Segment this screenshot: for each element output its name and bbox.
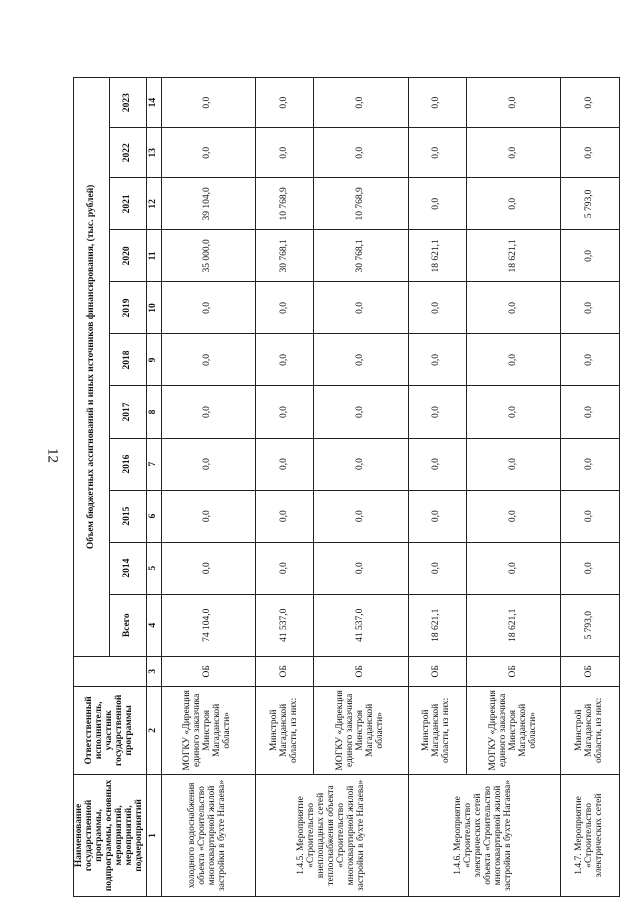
row-source: ОБ <box>408 656 467 686</box>
row-name: холодного водоснабжения объекта «Строительство многоквартирной жилой застройки в бухте Нагаева» <box>161 774 255 896</box>
table-row <box>161 78 255 897</box>
header-year: 2019 <box>110 282 146 334</box>
row-value: 0,0 <box>467 334 561 386</box>
row-value: 18 621,1 <box>467 230 561 282</box>
row-value: 0,0 <box>561 282 620 334</box>
row-value: 0,0 <box>255 334 314 386</box>
table-row <box>408 78 467 897</box>
row-value: 0,0 <box>314 386 408 438</box>
row-value: 0,0 <box>561 78 620 128</box>
rotated-table-sheet <box>73 77 605 897</box>
row-value: 0,0 <box>408 78 467 128</box>
row-source: ОБ <box>161 656 255 686</box>
row-value: 0,0 <box>561 230 620 282</box>
row-value: 39 104,0 <box>161 178 255 230</box>
row-executor: МОГКУ «Дирекция единого заказчика Минстроя Магаданской области» <box>314 686 408 774</box>
row-value: 0,0 <box>314 78 408 128</box>
row-value: 0,0 <box>408 490 467 542</box>
row-value: 0,0 <box>314 438 408 490</box>
column-number: 14 <box>146 78 161 128</box>
row-value: 0,0 <box>161 438 255 490</box>
column-number: 4 <box>146 594 161 656</box>
column-number: 8 <box>146 386 161 438</box>
row-value: 18 621,1 <box>408 230 467 282</box>
table-row <box>314 78 408 897</box>
header-year: 2021 <box>110 178 146 230</box>
row-value: 0,0 <box>561 386 620 438</box>
row-value: 0,0 <box>561 490 620 542</box>
row-value: 0,0 <box>408 282 467 334</box>
row-value: 0,0 <box>314 490 408 542</box>
row-value: 0,0 <box>408 438 467 490</box>
row-total: 18 621,1 <box>467 594 561 656</box>
row-executor: МОГКУ «Дирекция единого заказчика Минстроя Магаданской области» <box>161 686 255 774</box>
row-value: 0,0 <box>408 386 467 438</box>
column-number: 11 <box>146 230 161 282</box>
row-value: 0,0 <box>467 282 561 334</box>
row-value: 0,0 <box>314 282 408 334</box>
row-executor: МОГКУ «Дирекция единого заказчика Минстроя Магаданской области» <box>467 686 561 774</box>
row-value: 0,0 <box>255 542 314 594</box>
row-value: 0,0 <box>408 334 467 386</box>
header-year: 2014 <box>110 542 146 594</box>
row-value: 0,0 <box>408 128 467 178</box>
column-number: 10 <box>146 282 161 334</box>
row-value: 0,0 <box>255 386 314 438</box>
header-year: 2023 <box>110 78 146 128</box>
row-executor: Минстрой Магаданской области, из них: <box>408 686 467 774</box>
row-value: 0,0 <box>314 334 408 386</box>
row-executor: Минстрой Магаданской области, из них: <box>255 686 314 774</box>
row-value: 0,0 <box>561 128 620 178</box>
header-year: 2015 <box>110 490 146 542</box>
column-number: 12 <box>146 178 161 230</box>
row-value: 5 793,0 <box>561 178 620 230</box>
header-year: 2022 <box>110 128 146 178</box>
row-total: 74 104,0 <box>161 594 255 656</box>
row-value: 0,0 <box>467 542 561 594</box>
table-row <box>467 78 561 897</box>
row-source: ОБ <box>255 656 314 686</box>
row-name: 1.4.6. Мероприятие «Строительство электрических сетей объекта «Строительство многоквартирной жилой застройки в бухте Нагаева» <box>408 774 561 896</box>
table-row <box>255 78 314 897</box>
row-value: 0,0 <box>314 542 408 594</box>
column-number: 1 <box>146 774 161 896</box>
row-value: 0,0 <box>255 282 314 334</box>
column-number: 7 <box>146 438 161 490</box>
row-value: 0,0 <box>561 334 620 386</box>
row-name: 1.4.7. Мероприятие «Строительство электрических сетей <box>561 774 620 896</box>
row-executor: Минстрой Магаданской области, из них: <box>561 686 620 774</box>
row-value: 0,0 <box>255 128 314 178</box>
row-value: 0,0 <box>467 78 561 128</box>
row-value: 0,0 <box>161 542 255 594</box>
row-name: 1.4.5. Мероприятие «Строительство внеплощадных сетей теплоснабжения объекта «Строительство многоквартирной жилой застройки в бухте Нагаева» <box>255 774 408 896</box>
row-value: 0,0 <box>467 490 561 542</box>
header-name: Наименование государственной программы, подпрограммы, основных мероприятий, мероприятий, подмероприятий <box>74 774 147 896</box>
budget-table <box>73 77 620 897</box>
row-value: 0,0 <box>161 128 255 178</box>
column-number: 9 <box>146 334 161 386</box>
row-total: 18 621,1 <box>408 594 467 656</box>
row-value: 0,0 <box>161 490 255 542</box>
table-row <box>561 78 620 897</box>
row-value: 0,0 <box>161 334 255 386</box>
header-total: Всего <box>110 594 146 656</box>
row-source: ОБ <box>561 656 620 686</box>
header-year: 2020 <box>110 230 146 282</box>
row-value: 0,0 <box>161 386 255 438</box>
row-value: 0,0 <box>467 128 561 178</box>
row-value: 0,0 <box>467 178 561 230</box>
row-total: 5 793,0 <box>561 594 620 656</box>
row-value: 35 000,0 <box>161 230 255 282</box>
row-value: 0,0 <box>161 282 255 334</box>
row-value: 0,0 <box>408 178 467 230</box>
page-number: 12 <box>44 448 61 463</box>
header-year: 2017 <box>110 386 146 438</box>
row-total: 41 537,0 <box>314 594 408 656</box>
row-value: 10 768,9 <box>314 178 408 230</box>
column-number: 5 <box>146 542 161 594</box>
row-value: 0,0 <box>408 542 467 594</box>
column-number: 13 <box>146 128 161 178</box>
row-value: 0,0 <box>561 438 620 490</box>
header-source <box>74 656 147 686</box>
row-value: 0,0 <box>314 128 408 178</box>
row-value: 0,0 <box>467 438 561 490</box>
column-number: 3 <box>146 656 161 686</box>
row-value: 30 768,1 <box>314 230 408 282</box>
row-value: 0,0 <box>561 542 620 594</box>
row-value: 0,0 <box>161 78 255 128</box>
row-value: 30 768,1 <box>255 230 314 282</box>
row-value: 10 768,9 <box>255 178 314 230</box>
row-source: ОБ <box>314 656 408 686</box>
row-value: 0,0 <box>255 78 314 128</box>
row-total: 41 537,0 <box>255 594 314 656</box>
row-value: 0,0 <box>467 386 561 438</box>
row-source: ОБ <box>467 656 561 686</box>
header-year: 2016 <box>110 438 146 490</box>
header-executor: Ответственный исполнитель, участник государственной программы <box>74 686 147 774</box>
row-value: 0,0 <box>255 490 314 542</box>
column-number: 6 <box>146 490 161 542</box>
row-value: 0,0 <box>255 438 314 490</box>
column-number: 2 <box>146 686 161 774</box>
header-year: 2018 <box>110 334 146 386</box>
header-funding-group: Объем бюджетных ассигнований и иных источников финансирования, (тыс. рублей) <box>74 78 110 657</box>
